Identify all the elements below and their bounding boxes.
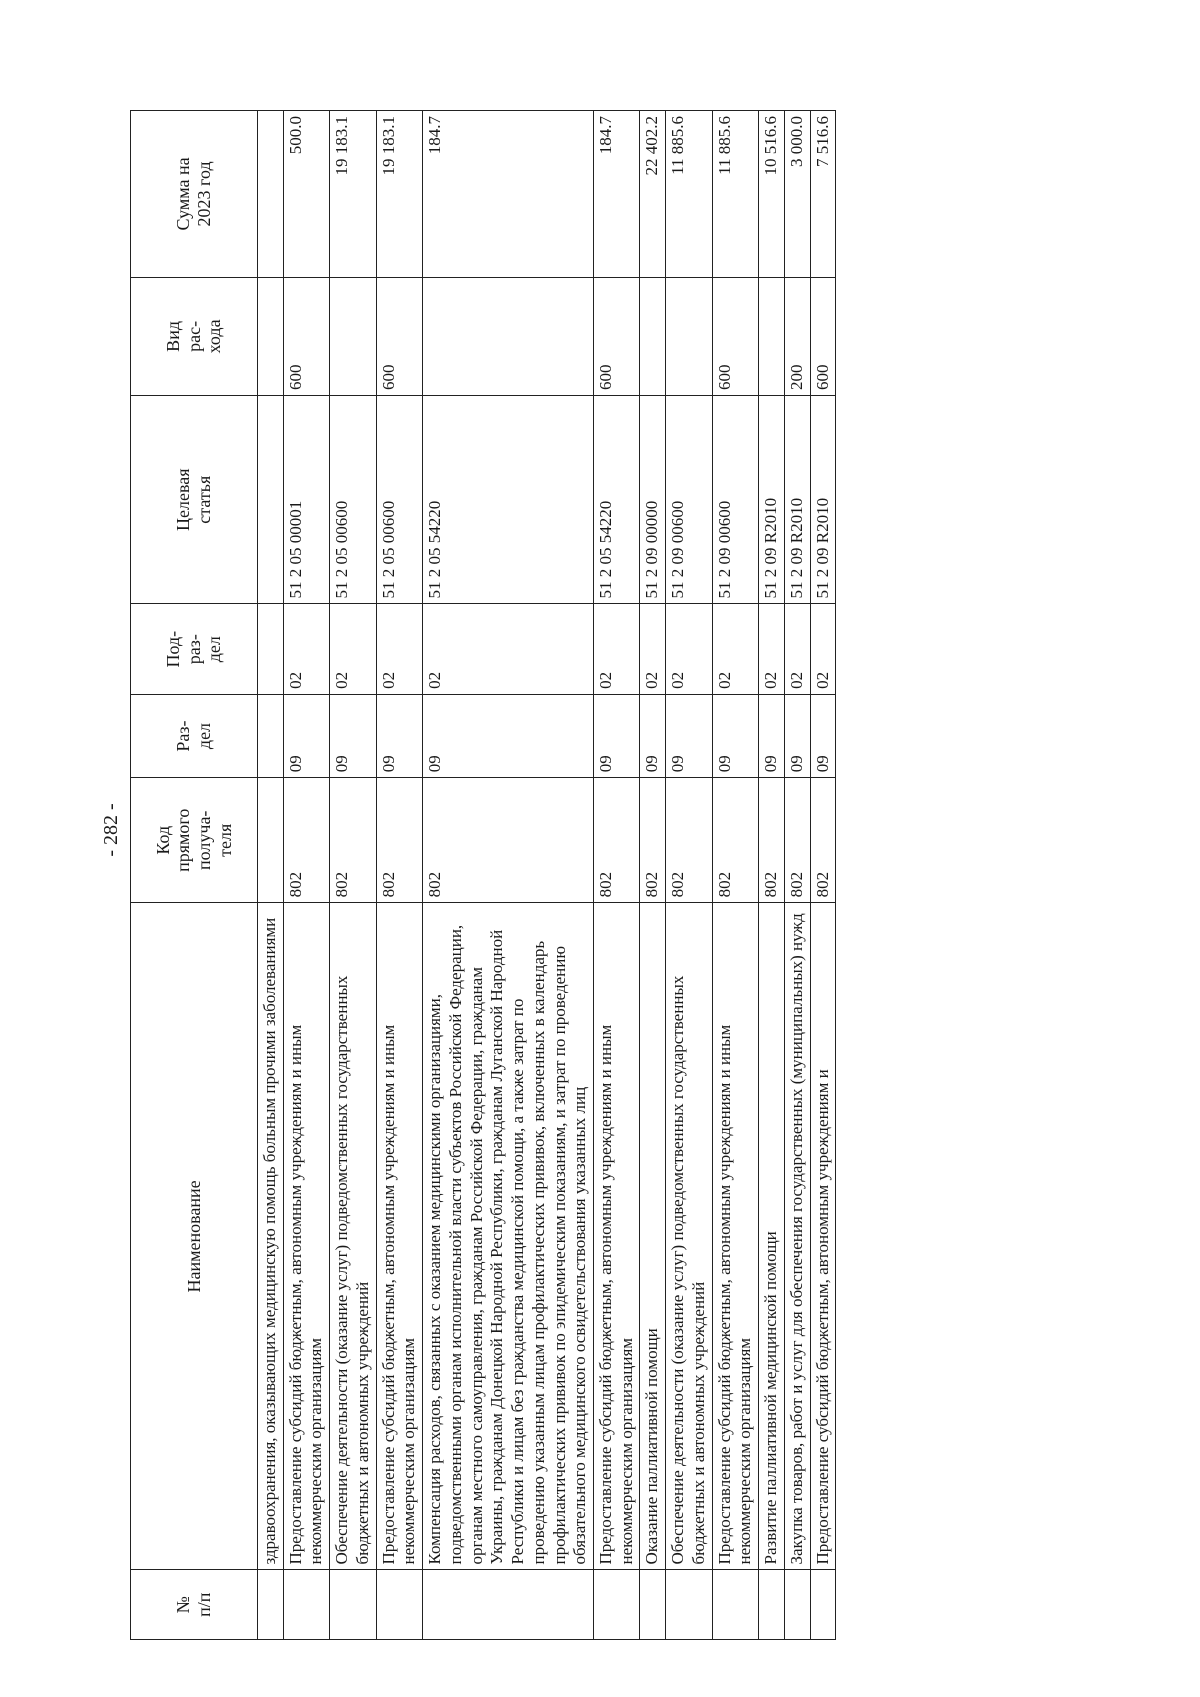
cell-subsection: 02 xyxy=(759,604,785,694)
cell-num xyxy=(258,1570,284,1640)
cell-num xyxy=(784,1570,810,1640)
cell-sum-2023: 11 885.6 xyxy=(666,111,712,278)
table-row xyxy=(640,111,666,1640)
cell-expense-type: 200 xyxy=(784,277,810,395)
header-code: Код прямого получа- теля xyxy=(131,778,258,903)
cell-expense-type: 600 xyxy=(376,277,422,395)
cell-sum-2023: 184.7 xyxy=(423,111,594,278)
cell-recipient-code xyxy=(258,778,284,903)
cell-recipient-code: 802 xyxy=(376,778,422,903)
cell-expense-type xyxy=(666,277,712,395)
table-row xyxy=(810,111,836,1640)
cell-expense-type xyxy=(640,277,666,395)
header-name: Наименование xyxy=(131,903,258,1570)
cell-sum-2023: 7 516.6 xyxy=(810,111,836,278)
table-row xyxy=(423,111,594,1640)
cell-recipient-code: 802 xyxy=(759,778,785,903)
cell-section: 09 xyxy=(376,694,422,777)
cell-target-article xyxy=(258,395,284,604)
header-target: Целевая статья xyxy=(131,395,258,604)
cell-num xyxy=(666,1570,712,1640)
cell-target-article: 51 2 09 00600 xyxy=(666,395,712,604)
table-row xyxy=(784,111,810,1640)
cell-recipient-code: 802 xyxy=(666,778,712,903)
table-row xyxy=(666,111,712,1640)
cell-recipient-code: 802 xyxy=(810,778,836,903)
table-row xyxy=(376,111,422,1640)
cell-subsection: 02 xyxy=(376,604,422,694)
table-row xyxy=(759,111,785,1640)
cell-expense-type xyxy=(258,277,284,395)
cell-recipient-code: 802 xyxy=(330,778,376,903)
rotated-page xyxy=(90,70,1200,1650)
cell-target-article: 51 2 09 00600 xyxy=(712,395,758,604)
header-num: № п/п xyxy=(131,1570,258,1640)
cell-name: Обеспечение деятельности (оказание услуг) подведомственных государственных бюджетных и автономных учреждений xyxy=(666,903,712,1570)
cell-target-article: 51 2 09 R2010 xyxy=(784,395,810,604)
table-body xyxy=(258,111,836,1640)
cell-name: Развитие паллиативной медицинской помощи xyxy=(759,903,785,1570)
header-sum: Сумма на 2023 год xyxy=(131,111,258,278)
cell-subsection: 02 xyxy=(283,604,329,694)
cell-recipient-code: 802 xyxy=(640,778,666,903)
cell-name: Предоставление субсидий бюджетным, автономным учреждениям и иным некоммерческим организациям xyxy=(712,903,758,1570)
cell-name: Обеспечение деятельности (оказание услуг) подведомственных государственных бюджетных и автономных учреждений xyxy=(330,903,376,1570)
cell-target-article: 51 2 05 00600 xyxy=(376,395,422,604)
cell-sum-2023: 11 885.6 xyxy=(712,111,758,278)
cell-sum-2023: 3 000.0 xyxy=(784,111,810,278)
cell-recipient-code: 802 xyxy=(423,778,594,903)
cell-recipient-code: 802 xyxy=(784,778,810,903)
cell-name: Компенсация расходов, связанных с оказанием медицинскими организациями, подведомственными органам исполнительной власти субъектов Российской Федерации, органам местного самоуправления, гражданам Российской Федерации, гражданам Украины, гражданам Донецкой Народной Республики, гражданам Луганской Народной Республики и лицам без гражданства медицинской помощи, а также затрат по проведению указанным лицам профилактических прививок, включенных в календарь профилактических прививок по эпидемическим показаниям, и затрат по проведению обязательного медицинского освидетельствования указанных лиц xyxy=(423,903,594,1570)
cell-subsection: 02 xyxy=(594,604,640,694)
cell-expense-type xyxy=(759,277,785,395)
cell-name: Оказание паллиативной помощи xyxy=(640,903,666,1570)
cell-target-article: 51 2 09 00000 xyxy=(640,395,666,604)
cell-subsection: 02 xyxy=(784,604,810,694)
cell-target-article: 51 2 05 54220 xyxy=(594,395,640,604)
cell-sum-2023 xyxy=(258,111,284,278)
cell-expense-type xyxy=(330,277,376,395)
cell-section: 09 xyxy=(283,694,329,777)
cell-target-article: 51 2 05 54220 xyxy=(423,395,594,604)
cell-expense-type: 600 xyxy=(810,277,836,395)
cell-section: 09 xyxy=(712,694,758,777)
cell-num xyxy=(283,1570,329,1640)
cell-subsection: 02 xyxy=(330,604,376,694)
header-section: Раз- дел xyxy=(131,694,258,777)
cell-expense-type: 600 xyxy=(712,277,758,395)
cell-subsection xyxy=(258,604,284,694)
cell-name: здравоохранения, оказывающих медицинскую помощь больным прочими заболеваниями xyxy=(258,903,284,1570)
cell-target-article: 51 2 09 R2010 xyxy=(759,395,785,604)
header-expense: Вид рас- хода xyxy=(131,277,258,395)
table-row xyxy=(283,111,329,1640)
cell-num xyxy=(330,1570,376,1640)
table-row xyxy=(712,111,758,1640)
cell-name: Предоставление субсидий бюджетным, автономным учреждениям и иным некоммерческим организациям xyxy=(594,903,640,1570)
cell-recipient-code: 802 xyxy=(712,778,758,903)
budget-table xyxy=(130,110,836,1640)
cell-name: Предоставление субсидий бюджетным, автономным учреждениям и иным некоммерческим организациям xyxy=(376,903,422,1570)
cell-sum-2023: 22 402.2 xyxy=(640,111,666,278)
cell-name: Предоставление субсидий бюджетным, автономным учреждениям и иным некоммерческим организациям xyxy=(283,903,329,1570)
cell-expense-type: 600 xyxy=(594,277,640,395)
cell-name: Предоставление субсидий бюджетным, автономным учреждениям и xyxy=(810,903,836,1570)
cell-section: 09 xyxy=(810,694,836,777)
cell-target-article: 51 2 05 00600 xyxy=(330,395,376,604)
cell-section: 09 xyxy=(784,694,810,777)
cell-name: Закупка товаров, работ и услуг для обеспечения государственных (муниципальных) нужд xyxy=(784,903,810,1570)
cell-sum-2023: 500.0 xyxy=(283,111,329,278)
cell-target-article: 51 2 09 R2010 xyxy=(810,395,836,604)
cell-subsection: 02 xyxy=(712,604,758,694)
cell-subsection: 02 xyxy=(423,604,594,694)
cell-sum-2023: 10 516.6 xyxy=(759,111,785,278)
cell-section: 09 xyxy=(423,694,594,777)
cell-recipient-code: 802 xyxy=(594,778,640,903)
cell-target-article: 51 2 05 00001 xyxy=(283,395,329,604)
cell-recipient-code: 802 xyxy=(283,778,329,903)
cell-sum-2023: 184.7 xyxy=(594,111,640,278)
cell-num xyxy=(376,1570,422,1640)
cell-section: 09 xyxy=(330,694,376,777)
cell-section: 09 xyxy=(594,694,640,777)
cell-section xyxy=(258,694,284,777)
cell-section: 09 xyxy=(666,694,712,777)
cell-num xyxy=(759,1570,785,1640)
cell-subsection: 02 xyxy=(810,604,836,694)
header-subsection: Под- раз- дел xyxy=(131,604,258,694)
cell-subsection: 02 xyxy=(640,604,666,694)
cell-num xyxy=(640,1570,666,1640)
cell-section: 09 xyxy=(640,694,666,777)
cell-num xyxy=(712,1570,758,1640)
table-row xyxy=(258,111,284,1640)
table-header-row xyxy=(131,111,258,1640)
cell-subsection: 02 xyxy=(666,604,712,694)
cell-num xyxy=(810,1570,836,1640)
cell-sum-2023: 19 183.1 xyxy=(376,111,422,278)
table-row xyxy=(330,111,376,1640)
cell-num xyxy=(423,1570,594,1640)
cell-expense-type xyxy=(423,277,594,395)
table-row xyxy=(594,111,640,1640)
page-number: - 282 - xyxy=(100,803,122,857)
cell-section: 09 xyxy=(759,694,785,777)
cell-sum-2023: 19 183.1 xyxy=(330,111,376,278)
cell-num xyxy=(594,1570,640,1640)
cell-expense-type: 600 xyxy=(283,277,329,395)
